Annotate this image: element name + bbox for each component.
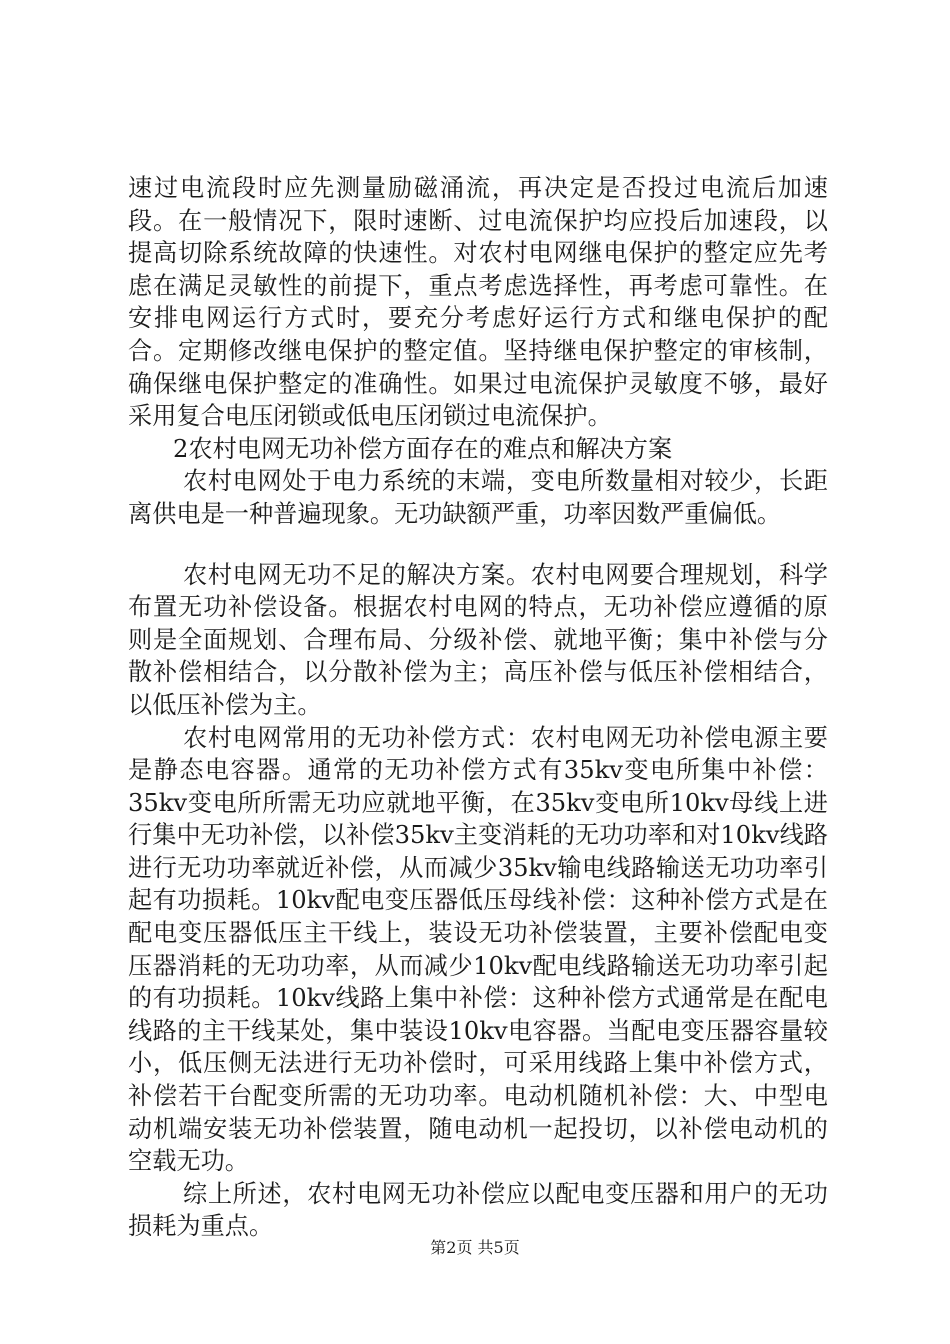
page-footer: 第2页 共5页 bbox=[430, 1238, 520, 1257]
document-body bbox=[128, 172, 828, 1243]
paragraph-solution: 农村电网无功不足的解决方案。农村电网要合理规划，科学布置无功补偿设备。根据农村电网的特点，无功补偿应遵循的原则是全面规划、合理布局、分级补偿、就地平衡；集中补偿与分散补偿相结合，以分散补偿为主；高压补偿与低压补偿相结合，以低压补偿为主。 bbox=[128, 560, 828, 719]
paragraph-gap bbox=[128, 531, 828, 559]
paragraph-summary: 综上所述，农村电网无功补偿应以配电变压器和用户的无功损耗为重点。 bbox=[128, 1179, 828, 1241]
paragraph-compensation-methods: 农村电网常用的无功补偿方式：农村电网无功补偿电源主要是静态电容器。通常的无功补偿方式有35kv变电所集中补偿：35kv变电所所需无功应就地平衡，在35kv变电所10kv母线上进行集中无功补偿，以补偿35kv主变消耗的无功功率和对10kv线路进行无功功率就近补偿，从而减少35kv输电线路输送无功功率引起有功损耗。10kv配电变压器低压母线补偿：这种补偿方式是在配电变压器低压主干线上，装设无功补偿装置，主要补偿配电变压器消耗的无功功率，从而减少10kv配电线路输送无功功率引起的有功损耗。10kv线路上集中补偿：这种补偿方式通常是在配电线路的主干线某处，集中装设10kv电容器。当配电变压器容量较小，低压侧无法进行无功补偿时，可采用线路上集中补偿方式，补偿若干台配变所需的无功功率。电动机随机补偿：大、中型电动机端安装无功补偿装置，随电动机一起投切，以补偿电动机的空载无功。 bbox=[128, 723, 828, 1176]
section-heading: 2农村电网无功补偿方面存在的难点和解决方案 bbox=[173, 434, 673, 463]
paragraph-continuation: 速过电流段时应先测量励磁涌流，再决定是否投过电流后加速段。在一般情况下，限时速断、过电流保护均应投后加速段，以提高切除系统故障的快速性。对农村电网继电保护的整定应先考虑在满足灵敏性的前提下，重点考虑选择性，再考虑可靠性。在安排电网运行方式时，要充分考虑好运行方式和继电保护的配合。定期修改继电保护的整定值。坚持继电保护整定的审核制，确保继电保护整定的准确性。如果过电流保护灵敏度不够，最好采用复合电压闭锁或低电压闭锁过电流保护。 bbox=[128, 174, 828, 431]
paragraph-rural-grid-issue: 农村电网处于电力系统的末端，变电所数量相对较少，长距离供电是一种普遍现象。无功缺额严重，功率因数严重偏低。 bbox=[128, 467, 828, 528]
